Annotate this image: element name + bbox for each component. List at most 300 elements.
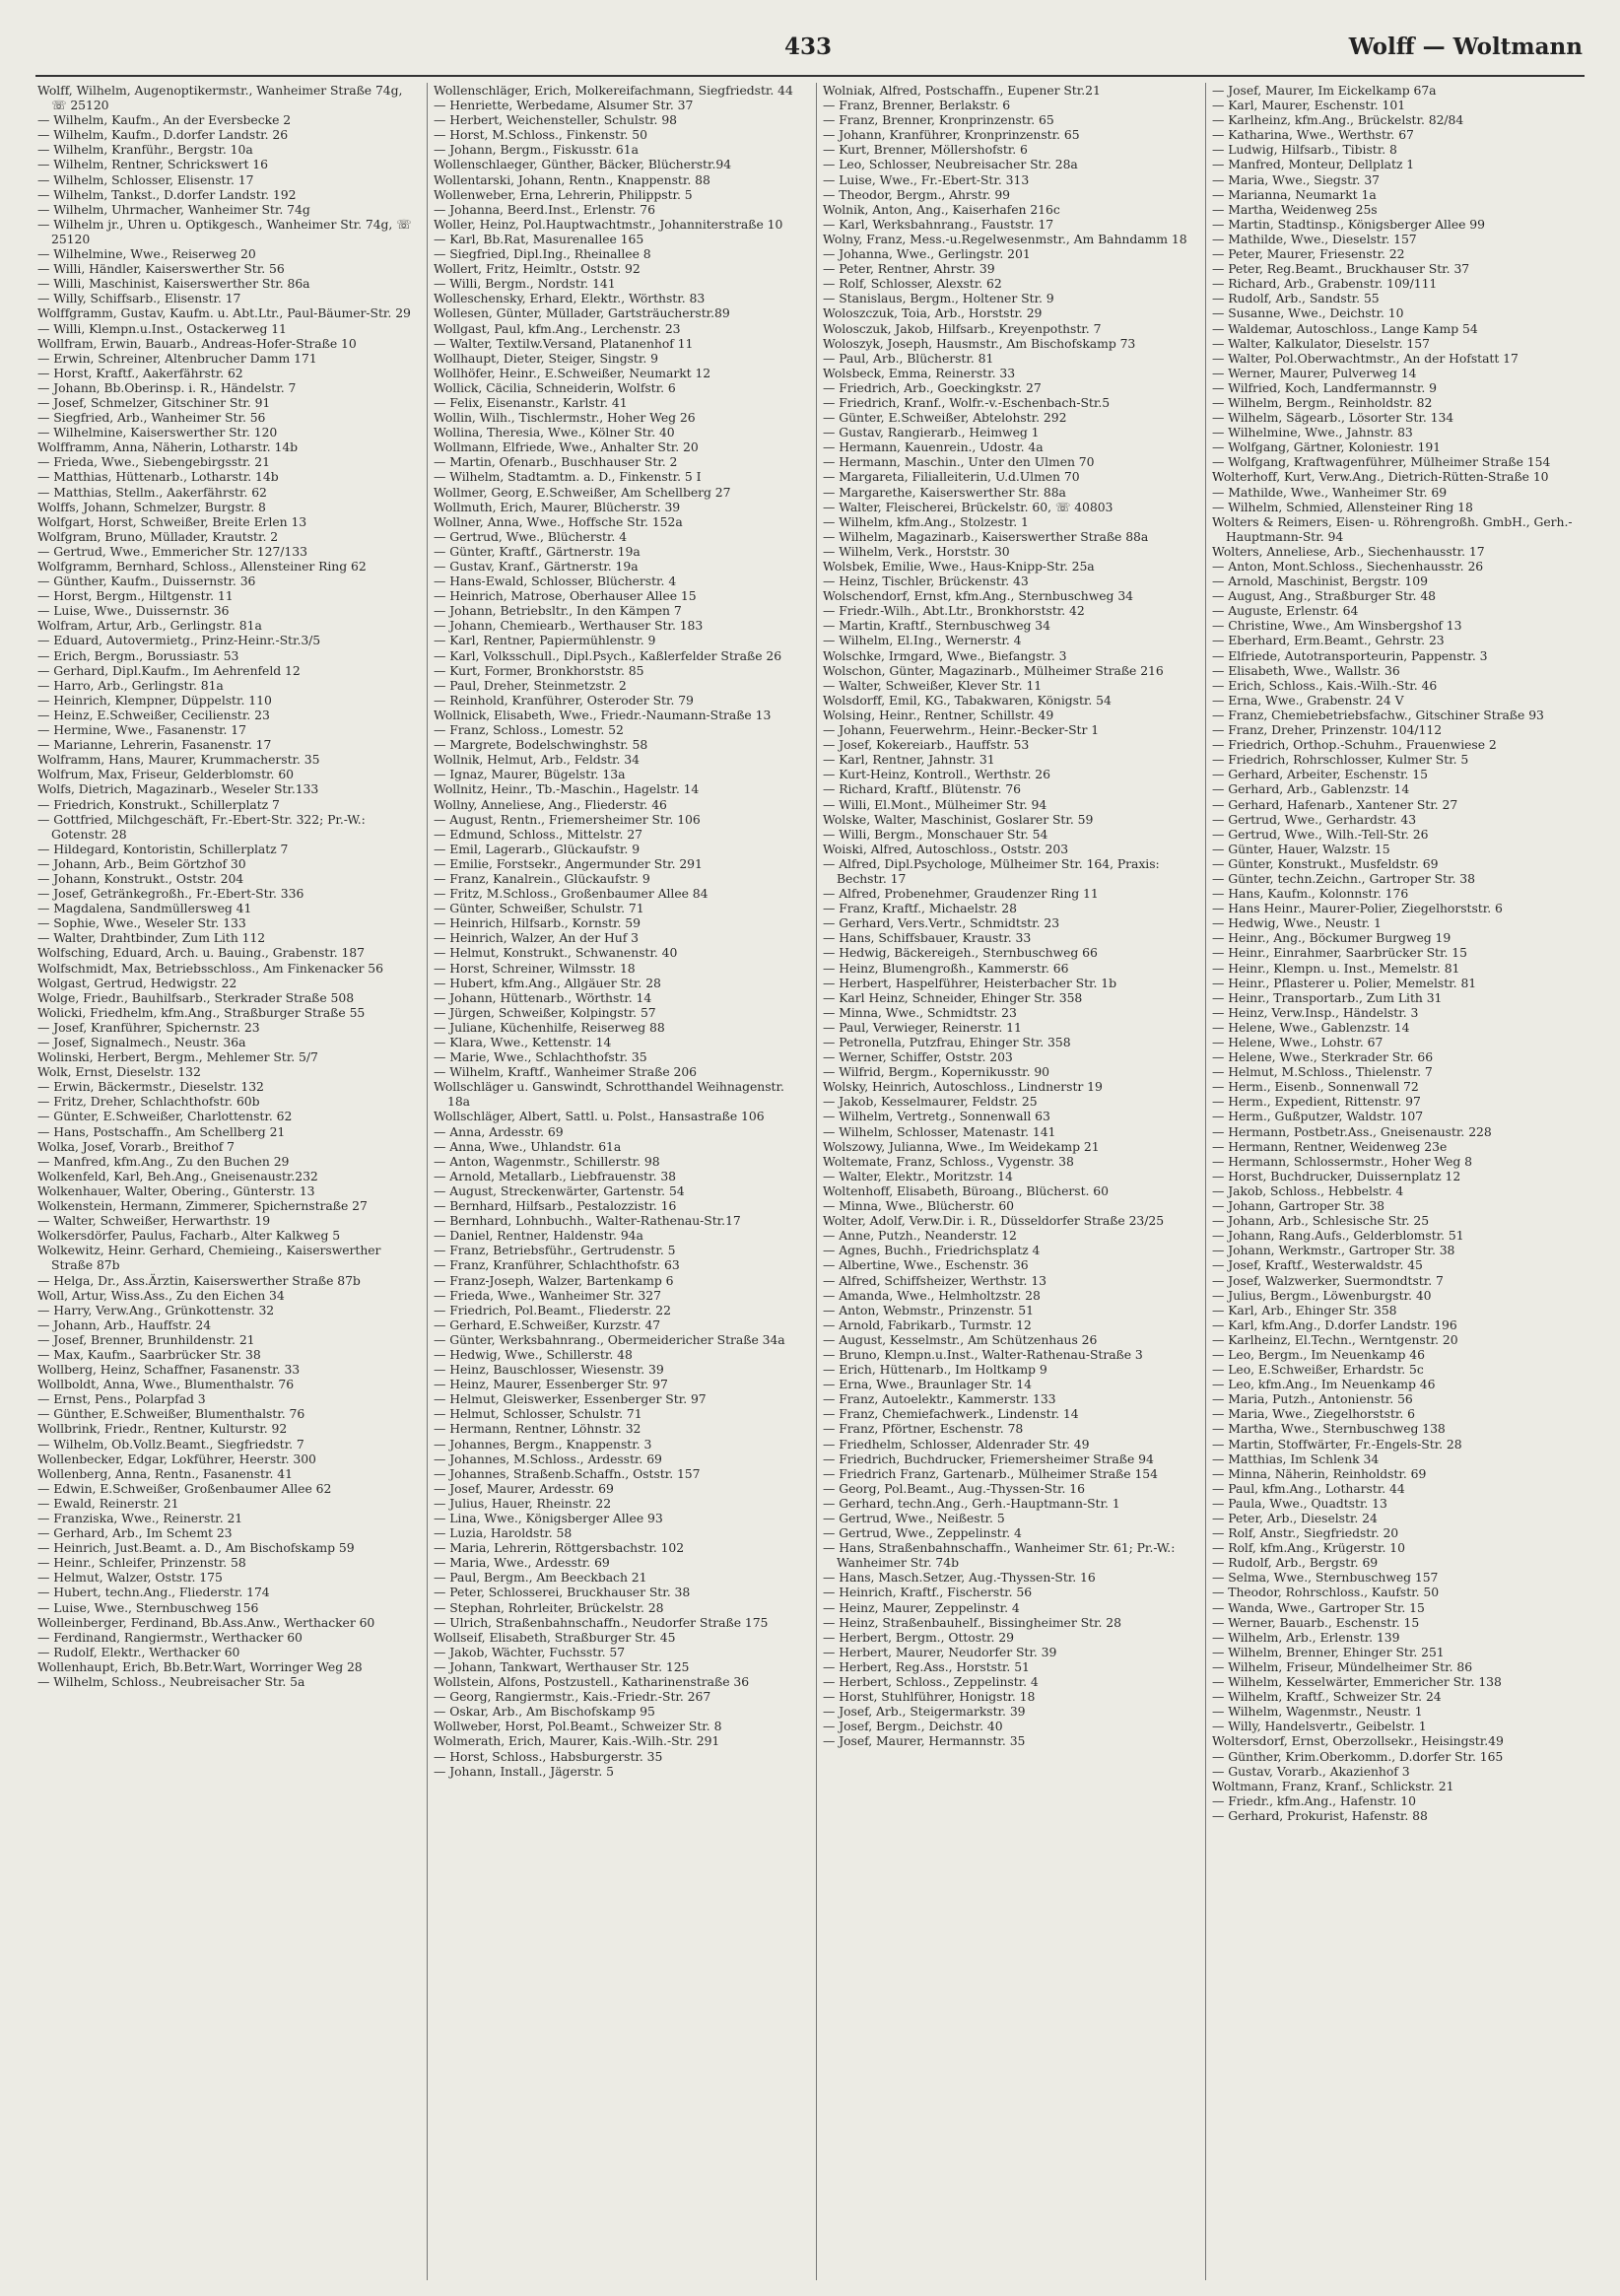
directory-entry: — Minna, Wwe., Schmidtstr. 23 bbox=[823, 1004, 1017, 1020]
directory-entry: Wollschläger, Albert, Sattl. u. Polst., Hansastraße 106 bbox=[434, 1109, 765, 1124]
directory-entry: — Sophie, Wwe., Weseler Str. 133 bbox=[37, 915, 246, 931]
directory-entry: — Harry, Verw.Ang., Grünkottenstr. 32 bbox=[37, 1302, 275, 1317]
directory-entry: — Selma, Wwe., Sternbuschweg 157 bbox=[1212, 1570, 1439, 1586]
directory-entry: — Wilhelm, El.Ing., Wernerstr. 4 bbox=[823, 633, 1022, 648]
directory-entry: — Gertrud, Wwe., Neißestr. 5 bbox=[823, 1511, 1005, 1525]
directory-entry: Wollina, Theresia, Wwe., Kölner Str. 40 bbox=[434, 425, 675, 440]
directory-entry: — Petronella, Putzfrau, Ehinger Str. 358 bbox=[823, 1035, 1071, 1049]
directory-entry: Wolosczuk, Jakob, Hilfsarb., Kreyenpothstr. 7 bbox=[823, 320, 1102, 336]
directory-entry: — Karl, Maurer, Eschenstr. 101 bbox=[1212, 98, 1406, 113]
directory-entry: — Gertrud, Wwe., Gerhardstr. 43 bbox=[1212, 811, 1417, 827]
directory-entry: — Wilfried, Koch, Landfermannstr. 9 bbox=[1212, 379, 1437, 395]
directory-entry: — Karl, Rentner, Jahnstr. 31 bbox=[823, 752, 995, 768]
directory-entry: — Elisabeth, Wwe., Wallstr. 36 bbox=[1212, 662, 1400, 678]
directory-entry: — Johann, Arb., Beim Görtzhof 30 bbox=[37, 855, 246, 871]
directory-entry: Woltenhoff, Elisabeth, Büroang., Blücherst. 60 bbox=[823, 1182, 1109, 1198]
directory-entry: — Frieda, Wwe., Siebengebirgsstr. 21 bbox=[37, 454, 270, 470]
directory-entry: — Kurt, Brenner, Möllershofstr. 6 bbox=[823, 142, 1028, 158]
directory-entry: — Günther, Krim.Oberkomm., D.dorfer Str. 165 bbox=[1212, 1748, 1504, 1764]
directory-entry: — Anton, Webmstr., Prinzenstr. 51 bbox=[823, 1302, 1034, 1317]
directory-entry: — Wilhelm, Kaufm., An der Eversbecke 2 bbox=[37, 112, 292, 128]
directory-entry: — Wilhelmine, Wwe., Reiserweg 20 bbox=[37, 246, 256, 262]
directory-entry: — Gustav, Vorarb., Akazienhof 3 bbox=[1212, 1763, 1410, 1779]
directory-entry: — Herbert, Schloss., Zeppelinstr. 4 bbox=[823, 1674, 1039, 1690]
directory-entry: — Rudolf, Arb., Sandstr. 55 bbox=[1212, 291, 1380, 306]
directory-entry: — Hedwig, Bäckereigeh., Sternbuschweg 66 bbox=[823, 945, 1098, 961]
directory-entry: — Martin, Kraftf., Sternbuschweg 34 bbox=[823, 618, 1050, 634]
directory-entry: — Emil, Lagerarb., Glückaufstr. 9 bbox=[434, 841, 641, 856]
directory-entry: Wollner, Anna, Wwe., Hoffsche Str. 152a bbox=[434, 513, 683, 529]
directory-entry: — Luise, Wwe., Fr.-Ebert-Str. 313 bbox=[823, 171, 1030, 187]
directory-entry: — Horst, Bergm., Hiltgenstr. 11 bbox=[37, 588, 234, 604]
directory-entry: — Manfred, kfm.Ang., Zu den Buchen 29 bbox=[37, 1153, 290, 1169]
directory-entry: Wollick, Cäcilia, Schneiderin, Wolfstr. 6 bbox=[434, 379, 676, 395]
directory-entry: — Erich, Hüttenarb., Im Holtkamp 9 bbox=[823, 1362, 1047, 1378]
directory-entry: — Hans, Postschaffn., Am Schellberg 21 bbox=[37, 1123, 286, 1139]
directory-entry: — Julius, Hauer, Rheinstr. 22 bbox=[434, 1495, 612, 1511]
directory-entry: — Josef, Kraftf., Westerwaldstr. 45 bbox=[1212, 1257, 1423, 1273]
directory-entry: Wollnick, Elisabeth, Wwe., Friedr.-Naumann-Straße 13 bbox=[434, 707, 772, 722]
directory-entry: — Werner, Schiffer, Oststr. 203 bbox=[823, 1049, 1013, 1065]
directory-entry: — Peter, Reg.Beamt., Bruckhauser Str. 37 bbox=[1212, 261, 1470, 277]
directory-entry: — Walter, Pol.Oberwachtmstr., An der Hofstatt 17 bbox=[1212, 350, 1519, 366]
directory-entry: — Franziska, Wwe., Reinerstr. 21 bbox=[37, 1511, 243, 1525]
directory-entry: — Arnold, Fabrikarb., Turmstr. 12 bbox=[823, 1317, 1032, 1332]
directory-entry: — Friedrich, Orthop.-Schuhm., Frauenwiese 2 bbox=[1212, 737, 1497, 753]
directory-entry: — Horst, Buchdrucker, Duissernplatz 12 bbox=[1212, 1168, 1461, 1183]
directory-entry: — Gertrud, Wwe., Wilh.-Tell-Str. 26 bbox=[1212, 826, 1429, 842]
directory-entry: — Heinrich, Just.Beamt. a. D., Am Bischofskamp 59 bbox=[37, 1540, 355, 1556]
directory-entry: — Hermann, Maschin., Unter den Ulmen 70 bbox=[823, 454, 1095, 470]
directory-entry: — Rudolf, Elektr., Werthacker 60 bbox=[37, 1644, 240, 1659]
directory-entry: Wollnik, Helmut, Arb., Feldstr. 34 bbox=[434, 752, 640, 768]
directory-entry: — Ulrich, Straßenbahnschaffn., Neudorfer Straße 175 bbox=[434, 1614, 769, 1630]
directory-entry: — Hermann, Kauenrein., Udostr. 4a bbox=[823, 439, 1044, 455]
directory-entry: — Franz, Kraftf., Michaelstr. 28 bbox=[823, 901, 1017, 916]
directory-entry: — Peter, Rentner, Ahrstr. 39 bbox=[823, 261, 995, 277]
directory-entry: Wolnik, Anton, Ang., Kaiserhafen 216c bbox=[823, 201, 1060, 217]
directory-entry: — Johann, Bergm., Fiskusstr. 61a bbox=[434, 142, 639, 158]
directory-entry: — Werner, Maurer, Pulverweg 14 bbox=[1212, 365, 1417, 380]
directory-entry: — Josef, Schmelzer, Gitschiner Str. 91 bbox=[37, 394, 271, 410]
directory-entry: — Wolfgang, Kraftwagenführer, Mülheimer Straße 154 bbox=[1212, 454, 1551, 470]
directory-entry: — Heinz, Straßenbauhelf., Bissingheimer Str. 28 bbox=[823, 1614, 1121, 1630]
directory-entry: — Auguste, Erlenstr. 64 bbox=[1212, 603, 1359, 619]
directory-entry: — Wilhelm, Uhrmacher, Wanheimer Str. 74g bbox=[37, 201, 310, 217]
directory-entry: — Johannes, Straßenb.Schaffn., Oststr. 157 bbox=[434, 1465, 701, 1481]
directory-entry: — Peter, Schlosserei, Bruckhauser Str. 38 bbox=[434, 1585, 691, 1600]
directory-entry: — Friedrich, Kranf., Wolfr.-v.-Eschenbach-Str.5 bbox=[823, 394, 1111, 410]
directory-entry: Woloszczuk, Toia, Arb., Horststr. 29 bbox=[823, 305, 1043, 321]
directory-entry: — Karlheinz, kfm.Ang., Brückelstr. 82/84 bbox=[1212, 112, 1464, 128]
directory-entry: Wolters & Reimers, Eisen- u. Röhrengroßh. GmbH., Gerh.-Hauptmann-Str. 94 bbox=[1212, 513, 1573, 544]
directory-entry: Wolffgramm, Gustav, Kaufm. u. Abt.Ltr., Paul-Bäumer-Str. 29 bbox=[37, 305, 411, 321]
directory-entry: — Waldemar, Autoschloss., Lange Kamp 54 bbox=[1212, 320, 1478, 336]
directory-entry: — Josef, Signalmech., Neustr. 36a bbox=[37, 1035, 246, 1049]
directory-column-4 bbox=[1205, 83, 1586, 2280]
directory-entry: — Franz, Pförtner, Eschenstr. 78 bbox=[823, 1421, 1024, 1437]
directory-entry: — Mathilde, Wwe., Wanheimer Str. 69 bbox=[1212, 484, 1448, 500]
directory-entry: — Leo, Schlosser, Neubreisacher Str. 28a bbox=[823, 157, 1078, 172]
directory-entry: — Edmund, Schloss., Mittelstr. 27 bbox=[434, 826, 642, 842]
directory-entry: — Franz, Schloss., Lomestr. 52 bbox=[434, 722, 624, 738]
directory-entry: — August, Kesselmstr., Am Schützenhaus 26 bbox=[823, 1331, 1098, 1347]
directory-entry: Wolkenfeld, Karl, Beh.Ang., Gneisenaustr.232 bbox=[37, 1168, 318, 1183]
directory-entry: — Rolf, kfm.Ang., Krügerstr. 10 bbox=[1212, 1540, 1405, 1556]
directory-entry: Wolk, Ernst, Dieselstr. 132 bbox=[37, 1064, 201, 1080]
directory-entry: — Horst, Kraftf., Aakerfährstr. 62 bbox=[37, 365, 243, 380]
directory-entry: Wolleinberger, Ferdinand, Bb.Ass.Anw., Werthacker 60 bbox=[37, 1614, 375, 1630]
directory-entry: — Hans-Ewald, Schlosser, Blücherstr. 4 bbox=[434, 574, 677, 589]
directory-entry: Wolfsching, Eduard, Arch. u. Bauing., Grabenstr. 187 bbox=[37, 945, 365, 961]
directory-entry: — Max, Kaufm., Saarbrücker Str. 38 bbox=[37, 1346, 261, 1362]
directory-entry: — Helene, Wwe., Sterkrader Str. 66 bbox=[1212, 1049, 1434, 1065]
directory-entry: — Alfred, Dipl.Psychologe, Mülheimer Str. 164, Praxis: Bechstr. 17 bbox=[823, 855, 1160, 886]
directory-entry: — Erna, Wwe., Grabenstr. 24 V bbox=[1212, 692, 1404, 708]
directory-entry: — Ewald, Reinerstr. 21 bbox=[37, 1495, 179, 1511]
directory-entry: — Heinz, Tischler, Brückenstr. 43 bbox=[823, 574, 1029, 589]
directory-entry: — Franz, Brenner, Kronprinzenstr. 65 bbox=[823, 112, 1054, 128]
directory-entry: — Günter, Schweißer, Schulstr. 71 bbox=[434, 901, 644, 916]
directory-entry: — Helmut, Walzer, Oststr. 175 bbox=[37, 1570, 223, 1586]
directory-entry: — Friedrich Franz, Gartenarb., Mülheimer Straße 154 bbox=[823, 1465, 1158, 1481]
directory-entry: Wollenschlaeger, Günther, Bäcker, Blücherstr.94 bbox=[434, 157, 732, 172]
directory-entry: Wollmann, Elfriede, Wwe., Anhalter Str. 20 bbox=[434, 439, 699, 455]
directory-entry: — Friedrich, Konstrukt., Schillerplatz 7 bbox=[37, 796, 280, 812]
directory-entry: — Erna, Wwe., Braunlager Str. 14 bbox=[823, 1377, 1032, 1392]
directory-entry: Wolicki, Friedhelm, kfm.Ang., Straßburger Straße 55 bbox=[37, 1004, 366, 1020]
directory-entry: — Wilhelm, Ob.Vollz.Beamt., Siegfriedstr. 7 bbox=[37, 1436, 304, 1452]
directory-entry: — Hildegard, Kontoristin, Schillerplatz 7 bbox=[37, 841, 289, 856]
directory-entry: — Frieda, Wwe., Wanheimer Str. 327 bbox=[434, 1287, 661, 1303]
directory-entry: — Gustav, Rangierarb., Heimweg 1 bbox=[823, 425, 1040, 440]
directory-entry: Wollenhaupt, Erich, Bb.Betr.Wart, Worringer Weg 28 bbox=[37, 1658, 363, 1674]
directory-entry: — Hedwig, Wwe., Neustr. 1 bbox=[1212, 915, 1382, 931]
directory-entry: — Heinrich, Hilfsarb., Kornstr. 59 bbox=[434, 915, 641, 931]
directory-entry: Wolterhoff, Kurt, Verw.Ang., Dietrich-Rütten-Straße 10 bbox=[1212, 469, 1549, 485]
directory-entry: — Hermann, Rentner, Weidenweg 23e bbox=[1212, 1138, 1448, 1154]
directory-entry: — Richard, Kraftf., Blütenstr. 76 bbox=[823, 781, 1021, 797]
directory-entry: Wolmerath, Erich, Maurer, Kais.-Wilh.-Str. 291 bbox=[434, 1733, 720, 1749]
directory-entry: — Christine, Wwe., Am Winsbergshof 13 bbox=[1212, 618, 1462, 634]
directory-entry: Wolframm, Hans, Maurer, Krummacherstr. 35 bbox=[37, 752, 320, 768]
directory-entry: Wollenberg, Anna, Rentn., Fasanenstr. 41 bbox=[37, 1465, 293, 1481]
directory-entry: — Lina, Wwe., Königsberger Allee 93 bbox=[434, 1511, 663, 1525]
directory-entry: — Leo, kfm.Ang., Im Neuenkamp 46 bbox=[1212, 1377, 1436, 1392]
directory-entry: Wollnitz, Heinr., Tb.-Maschin., Hagelstr. 14 bbox=[434, 781, 700, 797]
directory-entry: — Erwin, Schreiner, Altenbrucher Damm 171 bbox=[37, 350, 317, 366]
directory-entry: — Luise, Wwe., Sternbuschweg 156 bbox=[37, 1599, 259, 1615]
directory-entry: — Wilhelm, Friseur, Mündelheimer Str. 86 bbox=[1212, 1658, 1473, 1674]
directory-entry: — Willi, Bergm., Nordstr. 141 bbox=[434, 276, 616, 292]
directory-entry: — Gerhard, Dipl.Kaufm., Im Aehrenfeld 12 bbox=[37, 662, 301, 678]
directory-entry: — Hermine, Wwe., Fasanenstr. 17 bbox=[37, 722, 246, 738]
directory-entry: — Paul, Arb., Blücherstr. 81 bbox=[823, 350, 994, 366]
directory-entry: — Ernst, Pens., Polarpfad 3 bbox=[37, 1391, 206, 1407]
directory-entry: Wolfram, Artur, Arb., Gerlingstr. 81a bbox=[37, 618, 262, 634]
directory-entry: Wollmer, Georg, E.Schweißer, Am Schellberg 27 bbox=[434, 484, 731, 500]
directory-entry: — Josef, Bergm., Deichstr. 40 bbox=[823, 1719, 1003, 1734]
directory-entry: — Friedrich, Buchdrucker, Friemersheimer Straße 94 bbox=[823, 1451, 1154, 1466]
directory-entry: — Martin, Ofenarb., Buschhauser Str. 2 bbox=[434, 454, 678, 470]
directory-entry: — Hermann, Postbetr.Ass., Gneisenaustr. 228 bbox=[1212, 1123, 1492, 1139]
directory-entry: — Herbert, Maurer, Neudorfer Str. 39 bbox=[823, 1644, 1057, 1659]
directory-entry: — Martha, Weidenweg 25s bbox=[1212, 201, 1378, 217]
directory-entry: — Gerhard, Prokurist, Hafenstr. 88 bbox=[1212, 1807, 1428, 1823]
directory-entry: Wollesen, Günter, Müllader, Gartsträucherstr.89 bbox=[434, 305, 730, 321]
directory-entry: — Maria, Wwe., Siegstr. 37 bbox=[1212, 171, 1381, 187]
directory-entry: — Josef, Kokereiarb., Hauffstr. 53 bbox=[823, 737, 1030, 753]
directory-entry: — Luzia, Haroldstr. 58 bbox=[434, 1525, 573, 1541]
directory-entry: Wolfframm, Anna, Näherin, Lotharstr. 14b bbox=[37, 439, 299, 455]
directory-entry: — Friedrich, Arb., Goeckingkstr. 27 bbox=[823, 379, 1042, 395]
directory-entry: — Hubert, kfm.Ang., Allgäuer Str. 28 bbox=[434, 975, 661, 990]
directory-entry: — Josef, Maurer, Im Eickelkamp 67a bbox=[1212, 83, 1437, 98]
directory-entry: — Martin, Stoffwärter, Fr.-Engels-Str. 28 bbox=[1212, 1436, 1462, 1452]
directory-entry: — Wilfrid, Bergm., Kopernikusstr. 90 bbox=[823, 1064, 1050, 1080]
directory-entry: — Wilhelm, Kraftf., Wanheimer Straße 206 bbox=[434, 1064, 697, 1080]
directory-entry: Woltersdorf, Ernst, Oberzollsekr., Heisingstr.49 bbox=[1212, 1733, 1504, 1749]
directory-entry: — Siegfried, Dipl.Ing., Rheinallee 8 bbox=[434, 246, 651, 262]
directory-entry: — Johann, Gartroper Str. 38 bbox=[1212, 1198, 1384, 1214]
directory-entry: — Heinr., Schleifer, Prinzenstr. 58 bbox=[37, 1555, 246, 1571]
directory-entry: — Gerhard, Vers.Vertr., Schmidtstr. 23 bbox=[823, 915, 1060, 931]
directory-entry: — Daniel, Rentner, Haldenstr. 94a bbox=[434, 1228, 643, 1244]
directory-entry: — Karl, Bb.Rat, Masurenallee 165 bbox=[434, 231, 644, 246]
directory-entry: — Günter, techn.Zeichn., Gartroper Str. 38 bbox=[1212, 870, 1475, 886]
directory-entry: — Anna, Ardesstr. 69 bbox=[434, 1123, 564, 1139]
directory-entry: — Wilhelm, kfm.Ang., Stolzestr. 1 bbox=[823, 513, 1029, 529]
directory-entry: — Heinrich, Kraftf., Fischerstr. 56 bbox=[823, 1585, 1033, 1600]
directory-entry: — Maria, Putzh., Antonienstr. 56 bbox=[1212, 1391, 1413, 1407]
directory-entry: — Wolfgang, Gärtner, Koloniestr. 191 bbox=[1212, 439, 1441, 455]
directory-entry: — Willi, El.Mont., Mülheimer Str. 94 bbox=[823, 796, 1047, 812]
directory-entry: — Peter, Maurer, Friesenstr. 22 bbox=[1212, 246, 1405, 262]
directory-entry: — Horst, M.Schloss., Finkenstr. 50 bbox=[434, 127, 647, 143]
directory-entry: — Alfred, Probenehmer, Graudenzer Ring 11 bbox=[823, 886, 1099, 902]
directory-entry: — Eduard, Autovermietg., Prinz-Heinr.-Str.3/5 bbox=[37, 633, 321, 648]
directory-entry: — Paul, Verwieger, Reinerstr. 11 bbox=[823, 1019, 1022, 1035]
directory-entry: — Luise, Wwe., Duissernstr. 36 bbox=[37, 603, 230, 619]
directory-entry: — Gerhard, Arbeiter, Eschenstr. 15 bbox=[1212, 767, 1428, 782]
directory-entry: — Johanna, Beerd.Inst., Erlenstr. 76 bbox=[434, 201, 655, 217]
directory-entry: — Helene, Wwe., Lohstr. 67 bbox=[1212, 1035, 1384, 1049]
directory-entry: — Heinz, Verw.Insp., Händelstr. 3 bbox=[1212, 1004, 1419, 1020]
directory-entry: — Matthias, Im Schlenk 34 bbox=[1212, 1451, 1380, 1466]
directory-entry: — Wilhelm, Schlosser, Matenastr. 141 bbox=[823, 1123, 1056, 1139]
directory-entry: Wollenweber, Erna, Lehrerin, Philippstr. 5 bbox=[434, 186, 693, 202]
directory-entry: — Wilhelmine, Kaiserswerther Str. 120 bbox=[37, 425, 278, 440]
directory-entry: Wolka, Josef, Vorarb., Breithof 7 bbox=[37, 1138, 235, 1154]
directory-entry: — Ludwig, Hilfsarb., Tibistr. 8 bbox=[1212, 142, 1397, 158]
directory-entry: — Hans, Schiffsbauer, Kraustr. 33 bbox=[823, 930, 1032, 946]
directory-entry: — Bernhard, Hilfsarb., Pestalozzistr. 16 bbox=[434, 1198, 677, 1214]
directory-entry: — Gerhard, Hafenarb., Xantener Str. 27 bbox=[1212, 796, 1458, 812]
directory-entry: — Helmut, M.Schloss., Thielenstr. 7 bbox=[1212, 1064, 1433, 1080]
directory-entry: — Jakob, Wächter, Fuchsstr. 57 bbox=[434, 1644, 626, 1659]
directory-columns bbox=[37, 83, 1586, 2280]
directory-entry: — Amanda, Wwe., Helmholtzstr. 28 bbox=[823, 1287, 1041, 1303]
directory-entry: — Richard, Arb., Grabenstr. 109/111 bbox=[1212, 276, 1438, 292]
directory-entry: — Leo, E.Schweißer, Erhardstr. 5c bbox=[1212, 1362, 1424, 1378]
directory-entry: — Heinz, Blumengroßh., Kammerstr. 66 bbox=[823, 960, 1069, 976]
directory-entry: — Emilie, Forstsekr., Angermunder Str. 291 bbox=[434, 855, 703, 871]
directory-entry: Wolfgramm, Bernhard, Schloss., Allensteiner Ring 62 bbox=[37, 559, 367, 574]
directory-entry: — August, Ang., Straßburger Str. 48 bbox=[1212, 588, 1436, 604]
directory-entry: — Matthias, Hüttenarb., Lotharstr. 14b bbox=[37, 469, 279, 485]
directory-entry: — Margarethe, Kaiserswerther Str. 88a bbox=[823, 484, 1066, 500]
directory-entry: — Josef, Getränkegroßh., Fr.-Ebert-Str. 336 bbox=[37, 886, 304, 902]
directory-entry: — Johann, Feuerwehrm., Heinr.-Becker-Str 1 bbox=[823, 722, 1100, 738]
directory-entry: — Jakob, Schloss., Hebbelstr. 4 bbox=[1212, 1182, 1404, 1198]
directory-entry: Wolleschensky, Erhard, Elektr., Wörthstr. 83 bbox=[434, 291, 706, 306]
directory-entry: — Juliane, Küchenhilfe, Reiserweg 88 bbox=[434, 1019, 665, 1035]
directory-entry: Wolfschmidt, Max, Betriebsschloss., Am Finkenacker 56 bbox=[37, 960, 383, 976]
directory-entry: — Bruno, Klempn.u.Inst., Walter-Rathenau-Straße 3 bbox=[823, 1346, 1143, 1362]
directory-entry: Woltmann, Franz, Kranf., Schlickstr. 21 bbox=[1212, 1778, 1454, 1793]
directory-entry: — Walter, Schweißer, Herwarthstr. 19 bbox=[37, 1213, 271, 1229]
directory-entry: — Karl, Rentner, Papiermühlenstr. 9 bbox=[434, 633, 656, 648]
directory-entry: — Matthias, Stellm., Aakerfährstr. 62 bbox=[37, 484, 267, 500]
directory-entry: — Peter, Arb., Dieselstr. 24 bbox=[1212, 1511, 1378, 1525]
directory-entry: — Wanda, Wwe., Gartroper Str. 15 bbox=[1212, 1599, 1425, 1615]
directory-entry: — Katharina, Wwe., Werthstr. 67 bbox=[1212, 127, 1414, 143]
directory-entry: — Heinrich, Matrose, Oberhauser Allee 15 bbox=[434, 588, 697, 604]
directory-entry: — Franz, Brenner, Berlakstr. 6 bbox=[823, 98, 1011, 113]
directory-entry: — Heinr., Pflasterer u. Polier, Memelstr. 81 bbox=[1212, 975, 1477, 990]
directory-entry: Wollseif, Elisabeth, Straßburger Str. 45 bbox=[434, 1629, 676, 1645]
directory-entry: — Erwin, Bäckermstr., Dieselstr. 132 bbox=[37, 1079, 264, 1095]
directory-entry: — Anton, Mont.Schloss., Siechenhausstr. 26 bbox=[1212, 559, 1484, 574]
directory-entry: — Willi, Klempn.u.Inst., Ostackerweg 11 bbox=[37, 320, 287, 336]
directory-entry: — Günther, E.Schweißer, Blumenthalstr. 76 bbox=[37, 1406, 305, 1422]
directory-entry: Wolfgart, Horst, Schweißer, Breite Erlen 13 bbox=[37, 513, 307, 529]
directory-entry: Wolschon, Günter, Magazinarb., Mülheimer Straße 216 bbox=[823, 662, 1164, 678]
directory-entry: — Margrete, Bodelschwinghstr. 58 bbox=[434, 737, 648, 753]
directory-entry: Wolske, Walter, Maschinist, Goslarer Str. 59 bbox=[823, 811, 1094, 827]
directory-entry: — Stephan, Rohrleiter, Brückelstr. 28 bbox=[434, 1599, 664, 1615]
directory-entry: — Günter, Werksbahnrang., Obermeidericher Straße 34a bbox=[434, 1331, 785, 1347]
directory-entry: Wolszowy, Julianna, Wwe., Im Weidekamp 21 bbox=[823, 1138, 1100, 1154]
directory-entry: Wolgast, Gertrud, Hedwigstr. 22 bbox=[37, 975, 237, 990]
directory-entry: — Martin, Stadtinsp., Königsberger Allee 99 bbox=[1212, 216, 1485, 232]
directory-entry: — Wilhelm jr., Uhren u. Optikgesch., Wanheimer Str. 74g, ☏ 25120 bbox=[37, 216, 412, 246]
directory-entry: — Gerhard, Arb., Gablenzstr. 14 bbox=[1212, 781, 1410, 797]
directory-entry: — Josef, Arb., Steigermarkstr. 39 bbox=[823, 1704, 1026, 1720]
directory-entry: Woller, Heinz, Pol.Hauptwachtmstr., Johanniterstraße 10 bbox=[434, 216, 783, 232]
directory-entry: Woloszyk, Joseph, Hausmstr., Am Bischofskamp 73 bbox=[823, 335, 1136, 351]
directory-entry: — August, Rentn., Friemersheimer Str. 106 bbox=[434, 811, 701, 827]
directory-entry: — Horst, Schloss., Habsburgerstr. 35 bbox=[434, 1748, 663, 1764]
directory-entry: — Johannes, M.Schloss., Ardesstr. 69 bbox=[434, 1451, 662, 1466]
directory-entry: Wollbrink, Friedr., Rentner, Kulturstr. 92 bbox=[37, 1421, 288, 1437]
directory-entry: Wolfgram, Bruno, Müllader, Krautstr. 2 bbox=[37, 528, 279, 544]
directory-entry: — Werner, Bauarb., Eschenstr. 15 bbox=[1212, 1614, 1420, 1630]
directory-entry: — Johannes, Bergm., Knappenstr. 3 bbox=[434, 1436, 652, 1452]
directory-entry: — Arnold, Maschinist, Bergstr. 109 bbox=[1212, 574, 1428, 589]
directory-entry: Wolge, Friedr., Bauhilfsarb., Sterkrader Straße 508 bbox=[37, 989, 355, 1005]
header-rule bbox=[35, 75, 1585, 77]
directory-entry: — Herbert, Reg.Ass., Horststr. 51 bbox=[823, 1658, 1030, 1674]
directory-entry: Wollin, Wilh., Tischlermstr., Hoher Weg 26 bbox=[434, 410, 696, 426]
directory-entry: — Wilhelm, Kesselwärter, Emmericher Str. 138 bbox=[1212, 1674, 1502, 1690]
directory-entry: — Herm., Eisenb., Sonnenwall 72 bbox=[1212, 1079, 1419, 1095]
directory-entry: — Karl, Volksschull., Dipl.Psych., Kaßlerfelder Straße 26 bbox=[434, 647, 782, 663]
directory-entry: — Walter, Drahtbinder, Zum Lith 112 bbox=[37, 930, 266, 946]
directory-entry: Wollboldt, Anna, Wwe., Blumenthalstr. 76 bbox=[37, 1377, 295, 1392]
directory-entry: — Walter, Schweißer, Klever Str. 11 bbox=[823, 677, 1043, 693]
directory-entry: — Minna, Wwe., Blücherstr. 60 bbox=[823, 1198, 1015, 1214]
directory-entry: — Heinr., Klempn. u. Inst., Memelstr. 81 bbox=[1212, 960, 1460, 976]
directory-entry: — Marianne, Lehrerin, Fasanenstr. 17 bbox=[37, 737, 272, 753]
directory-entry: — Friedr., kfm.Ang., Hafenstr. 10 bbox=[1212, 1792, 1416, 1808]
directory-entry: — Margareta, Filialleiterin, U.d.Ulmen 70 bbox=[823, 469, 1080, 485]
directory-entry: — Hermann, Rentner, Löhnstr. 32 bbox=[434, 1421, 641, 1437]
directory-entry: — Rolf, Schlosser, Alexstr. 62 bbox=[823, 276, 1002, 292]
directory-entry: — Josef, Maurer, Ardesstr. 69 bbox=[434, 1480, 614, 1496]
directory-entry: — Franz-Joseph, Walzer, Bartenkamp 6 bbox=[434, 1272, 674, 1288]
directory-entry: Wolinski, Herbert, Bergm., Mehlemer Str. 5/7 bbox=[37, 1049, 318, 1065]
directory-entry: — Georg, Rangiermstr., Kais.-Friedr.-Str. 267 bbox=[434, 1689, 711, 1705]
directory-entry: — Wilhelm, Rentner, Schrickswert 16 bbox=[37, 157, 268, 172]
directory-entry: — Günter, Hauer, Walzstr. 15 bbox=[1212, 841, 1390, 856]
directory-entry: Wolter, Adolf, Verw.Dir. i. R., Düsseldorfer Straße 23/25 bbox=[823, 1213, 1165, 1229]
directory-entry: — Wilhelm, Schlosser, Elisenstr. 17 bbox=[37, 171, 254, 187]
directory-entry: — Erich, Schloss., Kais.-Wilh.-Str. 46 bbox=[1212, 677, 1438, 693]
directory-entry: — Walter, Kalkulator, Dieselstr. 157 bbox=[1212, 335, 1430, 351]
directory-entry: — Wilhelm, Verk., Horststr. 30 bbox=[823, 543, 1010, 559]
directory-entry: — Harro, Arb., Gerlingstr. 81a bbox=[37, 677, 224, 693]
directory-entry: — Hans, Straßenbahnschaffn., Wanheimer Str. 61; Pr.-W.: Wanheimer Str. 74b bbox=[823, 1540, 1176, 1571]
directory-entry: — Heinr., Ang., Böckumer Burgweg 19 bbox=[1212, 930, 1451, 946]
directory-entry: Wollfram, Erwin, Bauarb., Andreas-Hofer-Straße 10 bbox=[37, 335, 357, 351]
directory-entry: — Bernhard, Lohnbuchh., Walter-Rathenau-Str.17 bbox=[434, 1213, 741, 1229]
directory-entry: Wolff, Wilhelm, Augenoptikermstr., Wanheimer Straße 74g, ☏ 25120 bbox=[37, 83, 403, 113]
directory-entry: — Günter, Konstrukt., Musfeldstr. 69 bbox=[1212, 855, 1439, 871]
directory-entry: Wolfrum, Max, Friseur, Gelderblomstr. 60 bbox=[37, 767, 294, 782]
directory-entry: — Josef, Walzwerker, Suermondtstr. 7 bbox=[1212, 1272, 1444, 1288]
directory-entry: — Wilhelm, Magazinarb., Kaiserswerther Straße 88a bbox=[823, 528, 1149, 544]
directory-entry: — Franz, Chemiebetriebsfachw., Gitschiner Straße 93 bbox=[1212, 707, 1544, 722]
directory-entry: — Willi, Bergm., Monschauer Str. 54 bbox=[823, 826, 1048, 842]
directory-entry: — Franz, Betriebsführ., Gertrudenstr. 5 bbox=[434, 1243, 676, 1258]
directory-entry: Wolkersdörfer, Paulus, Facharb., Alter Kalkweg 5 bbox=[37, 1228, 341, 1244]
directory-entry: — Rudolf, Arb., Bergstr. 69 bbox=[1212, 1555, 1379, 1571]
directory-entry: Wolffs, Johann, Schmelzer, Burgstr. 8 bbox=[37, 499, 266, 514]
directory-column-1 bbox=[37, 83, 419, 2280]
directory-entry: — Wilhelm, Vertretg., Sonnenwall 63 bbox=[823, 1109, 1050, 1124]
directory-entry: Woiski, Alfred, Autoschloss., Oststr. 203 bbox=[823, 841, 1069, 856]
directory-entry: — Marianna, Neumarkt 1a bbox=[1212, 186, 1377, 202]
directory-entry: — Fritz, Dreher, Schlachthofstr. 60b bbox=[37, 1094, 260, 1110]
directory-entry: — Reinhold, Kranführer, Osteroder Str. 79 bbox=[434, 692, 694, 708]
directory-entry: — Ferdinand, Rangiermstr., Werthacker 60 bbox=[37, 1629, 303, 1645]
directory-entry: — Wilhelm, Wagenmstr., Neustr. 1 bbox=[1212, 1704, 1423, 1720]
directory-entry: — Wilhelm, Bergm., Reinholdstr. 82 bbox=[1212, 394, 1433, 410]
directory-entry: — Hubert, techn.Ang., Fliederstr. 174 bbox=[37, 1585, 270, 1600]
directory-entry: — Gerhard, E.Schweißer, Kurzstr. 47 bbox=[434, 1317, 661, 1332]
directory-entry: Wolny, Franz, Mess.-u.Regelwesenmstr., Am Bahndamm 18 bbox=[823, 231, 1187, 246]
directory-entry: Wolkewitz, Heinr. Gerhard, Chemieing., Kaiserswerther Straße 87b bbox=[37, 1243, 381, 1273]
directory-entry: — Hans Heinr., Maurer-Polier, Ziegelhorststr. 6 bbox=[1212, 901, 1503, 916]
directory-entry: Wolsdorff, Emil, KG., Tabakwaren, Königstr. 54 bbox=[823, 692, 1112, 708]
directory-entry: Wollentarski, Johann, Rentn., Knappenstr. 88 bbox=[434, 171, 710, 187]
directory-entry: — Gertrud, Wwe., Zeppelinstr. 4 bbox=[823, 1525, 1022, 1541]
directory-entry: — Karl, Arb., Ehinger Str. 358 bbox=[1212, 1302, 1397, 1317]
directory-entry: — Friedr.-Wilh., Abt.Ltr., Bronkhorststr. 42 bbox=[823, 603, 1085, 619]
directory-entry: — Paula, Wwe., Quadtstr. 13 bbox=[1212, 1495, 1387, 1511]
directory-column-3 bbox=[816, 83, 1197, 2280]
